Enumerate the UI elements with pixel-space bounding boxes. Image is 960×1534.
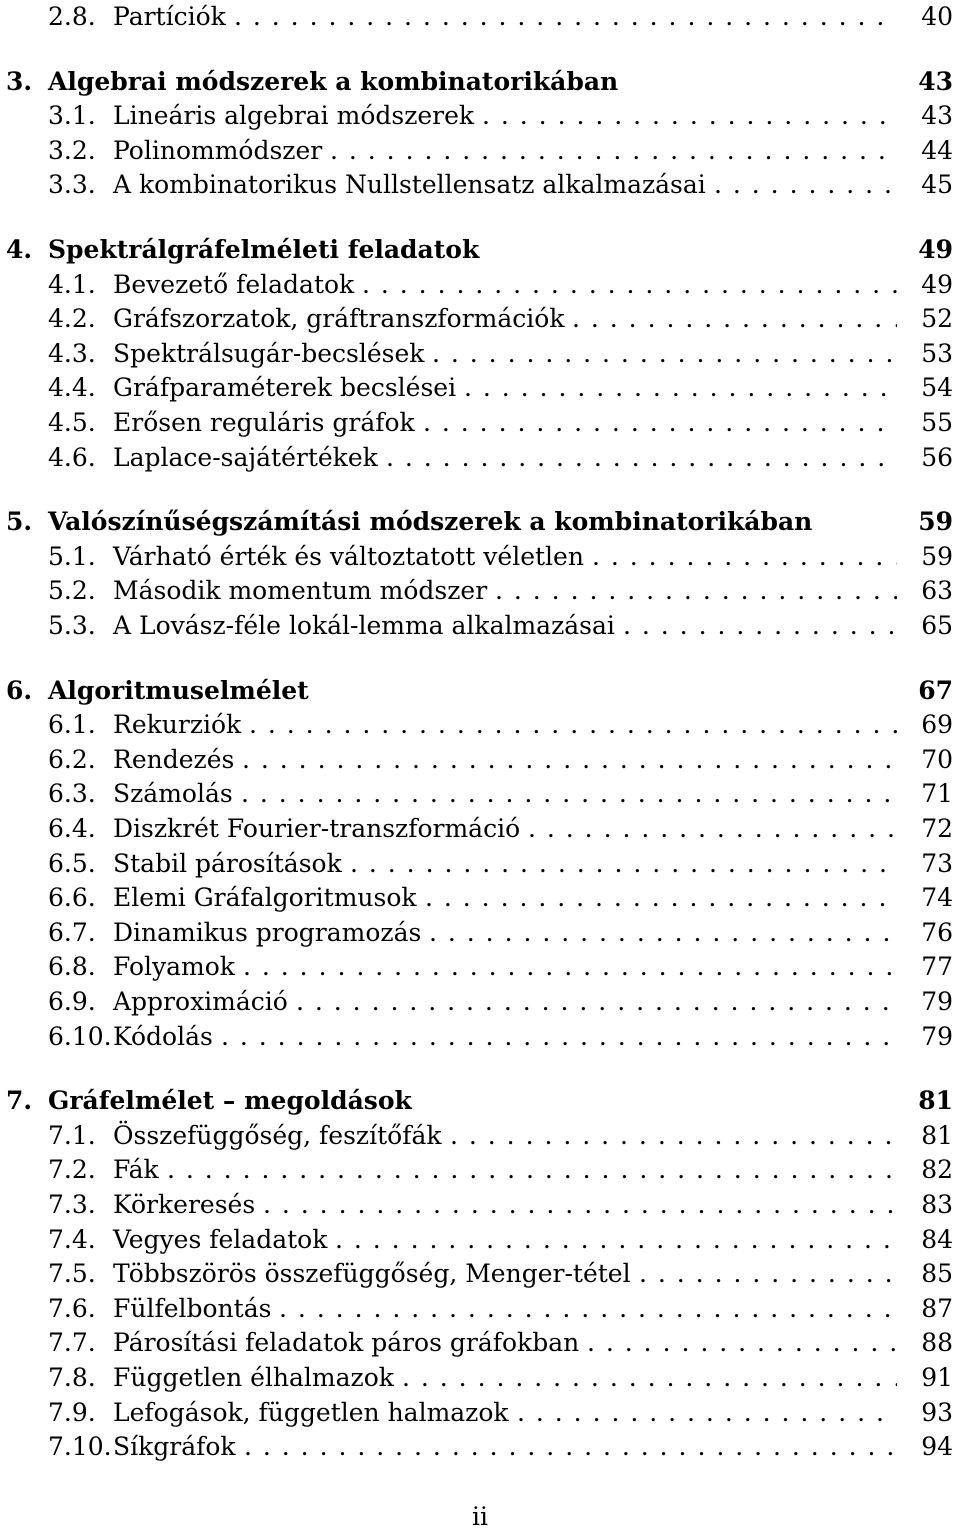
toc-entry-number: 2.8. — [48, 2, 96, 31]
toc-leader-dots — [241, 777, 897, 811]
toc-entry-number: 7. — [6, 1086, 33, 1116]
toc-entry-page: 52 — [921, 304, 953, 334]
toc-entry-title: Gráfszorzatok, gráftranszformációk — [113, 304, 565, 334]
toc-leader-dots — [425, 881, 897, 915]
toc-chapter-entry[interactable] — [0, 1084, 960, 1118]
toc-chapter-entry[interactable] — [0, 505, 960, 539]
toc-section-entry[interactable] — [0, 1119, 960, 1153]
toc-entry-title: Valószínűségszámítási módszerek a kombinatorikában — [48, 507, 813, 537]
toc-entry-number: 6.1. — [48, 710, 96, 740]
toc-entry-number: 6.3. — [48, 779, 96, 809]
toc-leader-dots — [429, 916, 897, 950]
toc-section-entry[interactable] — [0, 99, 960, 133]
toc-entry-page: 59 — [918, 507, 953, 537]
toc-entry-number: 4.3. — [48, 338, 96, 368]
toc-entry-page: 67 — [918, 675, 953, 705]
toc-section-entry[interactable] — [0, 1396, 960, 1430]
toc-entry-number: 3.3. — [48, 170, 96, 200]
toc-entry-page: 84 — [921, 1224, 953, 1254]
toc-entry-number: 6.10. — [48, 1021, 112, 1051]
toc-entry-title: Gráfelmélet – megoldások — [48, 1086, 412, 1116]
toc-entry-number: 3. — [6, 66, 33, 96]
toc-entry-number: 4.1. — [48, 269, 96, 299]
toc-entry-title: Rekurziók — [113, 710, 242, 740]
toc-section-entry[interactable] — [0, 985, 960, 1019]
toc-entry-title: Síkgráfok — [113, 1432, 236, 1462]
toc-leader-dots — [350, 847, 897, 881]
toc-section-entry[interactable] — [0, 847, 960, 881]
toc-entry-page: 40 — [921, 2, 953, 31]
toc-entry-title: Dinamikus programozás — [113, 917, 422, 947]
toc-entry-number: 3.2. — [48, 135, 96, 165]
toc-leader-dots — [432, 337, 897, 371]
toc-section-entry[interactable] — [0, 777, 960, 811]
toc-leader-dots — [362, 268, 897, 302]
toc-entry-number: 4.6. — [48, 442, 96, 472]
toc-entry-number: 6.4. — [48, 814, 96, 843]
toc-entry-title: Partíciók — [113, 2, 226, 31]
toc-section-entry[interactable] — [0, 268, 960, 302]
toc-section-entry[interactable] — [0, 406, 960, 440]
toc-entry-page: 79 — [921, 987, 953, 1016]
toc-entry-title: Stabil párosítások — [113, 848, 342, 878]
toc-entry-number: 4.4. — [48, 373, 96, 403]
toc-section-entry[interactable] — [0, 0, 960, 34]
toc-entry-title: Lefogások, független halmazok — [113, 1397, 509, 1427]
toc-leader-dots — [495, 574, 897, 608]
toc-leader-dots — [335, 1223, 897, 1257]
toc-leader-dots — [234, 0, 897, 34]
toc-entry-title: Független élhalmazok — [113, 1363, 394, 1392]
toc-entry-page: 59 — [921, 541, 953, 571]
toc-chapter-entry[interactable] — [0, 233, 960, 267]
toc-section-entry[interactable] — [0, 371, 960, 405]
toc-entry-page: 82 — [921, 1155, 953, 1185]
toc-entry-page: 65 — [921, 611, 953, 640]
toc-entry-number: 6.9. — [48, 987, 96, 1016]
toc-entry-title: Második momentum módszer — [113, 576, 488, 606]
toc-entry-number: 5.2. — [48, 576, 96, 606]
toc-entry-page: 85 — [921, 1259, 953, 1289]
toc-section-entry[interactable] — [0, 337, 960, 371]
toc-section-entry[interactable] — [0, 1188, 960, 1222]
toc-entry-page: 73 — [921, 848, 953, 878]
toc-entry-page: 55 — [921, 408, 953, 437]
toc-entry-title: Rendezés — [113, 744, 235, 774]
toc-entry-title: Elemi Gráfalgoritmusok — [113, 883, 417, 913]
toc-entry-title: Gráfparaméterek becslései — [113, 373, 457, 403]
toc-entry-title: Vegyes feladatok — [113, 1224, 328, 1254]
toc-entry-number: 6.2. — [48, 744, 96, 774]
toc-entry-page: 45 — [921, 170, 953, 200]
toc-leader-dots — [450, 1119, 897, 1153]
toc-leader-dots — [482, 99, 897, 133]
toc-entry-page: 81 — [921, 1120, 953, 1150]
toc-entry-page: 43 — [921, 101, 953, 131]
toc-leader-dots — [244, 1430, 897, 1464]
toc-entry-number: 5. — [6, 507, 33, 537]
toc-section-entry[interactable] — [0, 1153, 960, 1187]
toc-entry-page: 79 — [921, 1021, 953, 1051]
toc-entry-number: 7.5. — [48, 1259, 96, 1289]
toc-section-entry[interactable] — [0, 1292, 960, 1326]
toc-section-entry[interactable] — [0, 609, 960, 643]
toc-entry-title: Diszkrét Fourier-transzformáció — [113, 814, 521, 843]
toc-entry-title: Folyamok — [113, 952, 235, 982]
toc-entry-page: 83 — [921, 1190, 953, 1219]
toc-entry-page: 54 — [921, 373, 953, 403]
toc-entry-title: Párosítási feladatok páros gráfokban — [113, 1328, 580, 1358]
toc-section-entry[interactable] — [0, 1223, 960, 1257]
toc-entry-page: 44 — [921, 135, 953, 165]
toc-leader-dots — [279, 1292, 897, 1326]
toc-section-entry[interactable] — [0, 708, 960, 742]
toc-entry-page: 88 — [921, 1328, 953, 1358]
toc-entry-title: Összefüggőség, feszítőfák — [113, 1120, 442, 1150]
toc-entry-page: 43 — [918, 66, 953, 96]
toc-section-entry[interactable] — [0, 540, 960, 574]
toc-entry-number: 7.9. — [48, 1397, 96, 1427]
toc-entry-page: 49 — [918, 235, 953, 264]
toc-leader-dots — [528, 812, 897, 846]
toc-entry-number: 3.1. — [48, 101, 96, 131]
toc-entry-page: 72 — [921, 814, 953, 843]
toc-entry-number: 7.6. — [48, 1293, 96, 1323]
toc-section-entry[interactable] — [0, 916, 960, 950]
toc-entry-title: Algoritmuselmélet — [48, 675, 309, 705]
toc-entry-number: 7.8. — [48, 1363, 96, 1392]
toc-section-entry[interactable] — [0, 1257, 960, 1291]
toc-leader-dots — [386, 441, 897, 475]
toc-leader-dots — [249, 708, 897, 742]
toc-entry-number: 4. — [6, 235, 33, 264]
toc-entry-number: 4.5. — [48, 408, 96, 437]
toc-leader-dots — [572, 302, 897, 336]
toc-section-entry[interactable] — [0, 1326, 960, 1360]
toc-entry-number: 7.7. — [48, 1328, 96, 1358]
toc-entry-title: Többszörös összefüggőség, Menger-tétel — [113, 1259, 631, 1289]
page-folio: ii — [472, 1502, 488, 1531]
toc-section-entry[interactable] — [0, 881, 960, 915]
toc-entry-page: 56 — [921, 442, 953, 472]
toc-entry-title: Spektrálsugár-becslések — [113, 338, 425, 368]
toc-entry-title: Kódolás — [113, 1021, 213, 1051]
toc-section-entry[interactable] — [0, 743, 960, 777]
toc-entry-page: 91 — [921, 1363, 953, 1392]
toc-section-entry[interactable] — [0, 812, 960, 846]
toc-chapter-entry[interactable] — [0, 65, 960, 99]
toc-entry-page: 71 — [921, 779, 953, 809]
toc-entry-number: 7.10. — [48, 1432, 112, 1462]
toc-entry-title: Spektrálgráfelméleti feladatok — [48, 235, 480, 264]
toc-entry-number: 7.4. — [48, 1224, 96, 1254]
toc-leader-dots — [639, 1257, 897, 1291]
toc-leader-dots — [263, 1188, 897, 1222]
toc-entry-number: 6.5. — [48, 848, 96, 878]
toc-section-entry[interactable] — [0, 1430, 960, 1464]
toc-entry-page: 94 — [921, 1432, 953, 1462]
toc-entry-page: 87 — [921, 1293, 953, 1323]
toc-leader-dots — [464, 371, 897, 405]
toc-chapter-entry[interactable] — [0, 674, 960, 708]
toc-entry-title: Fák — [113, 1155, 159, 1185]
toc-section-entry[interactable] — [0, 441, 960, 475]
toc-entry-number: 5.3. — [48, 611, 96, 640]
toc-entry-page: 63 — [921, 576, 953, 606]
toc-entry-title: Algebrai módszerek a kombinatorikában — [48, 66, 619, 96]
toc-entry-page: 81 — [918, 1086, 953, 1116]
toc-leader-dots — [423, 406, 897, 440]
toc-entry-page: 77 — [921, 952, 953, 982]
toc-leader-dots — [296, 985, 897, 1019]
toc-entry-title: Várható érték és változtatott véletlen — [113, 541, 584, 571]
toc-entry-page: 53 — [921, 338, 953, 368]
toc-entry-title: Fülfelbontás — [113, 1293, 272, 1323]
toc-entry-page: 76 — [921, 917, 953, 947]
toc-entry-title: A kombinatorikus Nullstellensatz alkalmazásai — [113, 170, 706, 200]
toc-entry-title: Bevezető feladatok — [113, 269, 355, 299]
toc-entry-number: 6.6. — [48, 883, 96, 913]
toc-leader-dots — [221, 1020, 897, 1054]
toc-entry-title: Laplace-sajátértékek — [113, 442, 378, 472]
toc-entry-page: 69 — [921, 710, 953, 740]
toc-entry-number: 6.7. — [48, 917, 96, 947]
toc-section-entry[interactable] — [0, 1361, 960, 1395]
toc-leader-dots — [243, 950, 897, 984]
toc-section-entry[interactable] — [0, 950, 960, 984]
toc-entry-number: 6. — [6, 675, 33, 705]
toc-entry-title: A Lovász-féle lokál-lemma alkalmazásai — [113, 611, 615, 640]
toc-entry-page: 93 — [921, 1397, 953, 1427]
toc-entry-title: Körkeresés — [113, 1190, 256, 1219]
toc-entry-title: Erősen reguláris gráfok — [113, 408, 415, 437]
toc-section-entry[interactable] — [0, 302, 960, 336]
toc-entry-page: 74 — [921, 883, 953, 913]
toc-leader-dots — [592, 540, 897, 574]
toc-entry-number: 7.2. — [48, 1155, 96, 1185]
toc-entry-number: 6.8. — [48, 952, 96, 982]
toc-entry-title: Polinommódszer — [113, 135, 323, 165]
toc-entry-page: 70 — [921, 744, 953, 774]
toc-entry-number: 5.1. — [48, 541, 96, 571]
toc-section-entry[interactable] — [0, 1020, 960, 1054]
toc-leader-dots — [167, 1153, 897, 1187]
toc-leader-dots — [517, 1396, 897, 1430]
toc-entry-title: Lineáris algebrai módszerek — [113, 101, 475, 131]
toc-entry-title: Számolás — [113, 779, 233, 809]
toc-entry-number: 7.3. — [48, 1190, 96, 1219]
toc-section-entry[interactable] — [0, 574, 960, 608]
toc-entry-title: Approximáció — [113, 987, 288, 1016]
toc-section-entry[interactable] — [0, 168, 960, 202]
toc-entry-page: 49 — [921, 269, 953, 299]
toc-leader-dots — [623, 609, 897, 643]
toc-section-entry[interactable] — [0, 134, 960, 168]
toc-leader-dots — [714, 168, 897, 202]
toc-leader-dots — [587, 1326, 897, 1360]
toc-leader-dots — [330, 134, 897, 168]
toc-leader-dots — [402, 1361, 897, 1395]
toc-entry-number: 7.1. — [48, 1120, 96, 1150]
toc-leader-dots — [242, 743, 897, 777]
toc-entry-number: 4.2. — [48, 304, 96, 334]
